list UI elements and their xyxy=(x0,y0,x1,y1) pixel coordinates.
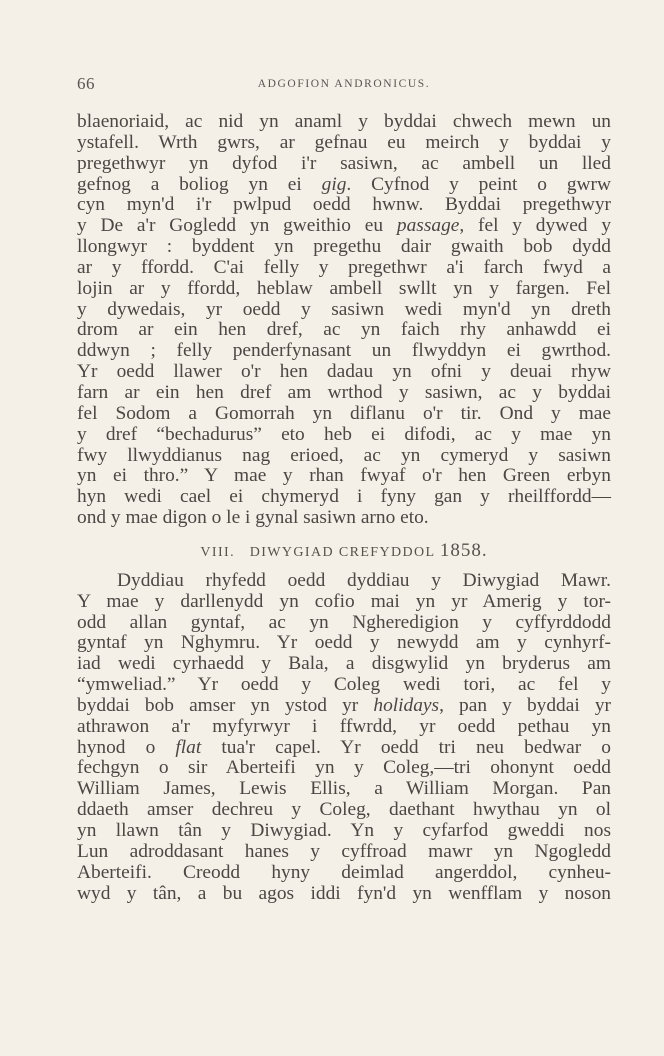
text-line: William James, Lewis Ellis, a William Morgan. Pan xyxy=(77,778,611,800)
text-line: gyntaf yn Nghymru. Yr oedd y newydd am y cynhyrf- xyxy=(77,632,611,654)
text-line: byddai bob amser yn ystod yr holidays, pan y byddai yr xyxy=(77,694,611,716)
section-year: 1858. xyxy=(439,539,488,561)
text-line: Dyddiau rhyfedd oedd dyddiau y Diwygiad Mawr. xyxy=(117,569,611,591)
text-line: wyd y tân, a bu agos iddi fyn'd yn wenfflam y noson xyxy=(77,882,611,904)
italic-word: passage xyxy=(396,215,460,237)
text-line: Yr oedd llawer o'r hen dadau yn ofni y deuai rhyw xyxy=(77,361,611,383)
italic-word: flat xyxy=(175,736,202,758)
text-line: athrawon a'r myfyrwyr i ffwrdd, yr oedd pethau yn xyxy=(77,715,611,737)
italic-word: gig xyxy=(321,173,347,195)
paragraph-2 xyxy=(77,571,611,905)
text-line: y De a'r Gogledd yn gweithio eu passage, fel y dywed y xyxy=(77,215,612,237)
paragraph-1 xyxy=(77,112,611,529)
text-line: yn ei thro.” Y mae y rhan fwyaf o'r hen Green erbyn xyxy=(77,465,611,487)
text-line: ddwyn ; felly penderfynasant un flwyddyn ei gwrthod. xyxy=(77,340,611,362)
body-text xyxy=(77,112,611,904)
text-line: pregethwyr yn dyfod i'r sasiwn, ac ambell un lled xyxy=(77,152,611,174)
text-line: blaenoriaid, ac nid yn anaml y byddai chwech mewn un xyxy=(77,111,611,132)
text-line: ond y mae digon o le i gynal sasiwn arno eto. xyxy=(77,507,429,529)
text-line: fechgyn o sir Aberteifi yn y Coleg,—tri ohonynt oedd xyxy=(77,757,611,779)
text-line: hynod o flat tua'r capel. Yr oedd tri neu bedwar o xyxy=(77,736,611,758)
section-heading xyxy=(77,533,611,569)
text-line: ddaeth amser dechreu y Coleg, daethant hwythau yn ol xyxy=(77,799,611,821)
page-number: 66 xyxy=(77,74,95,93)
text-line: drom ar ein hen dref, ac yn faich rhy anhawdd ei xyxy=(77,319,611,341)
text-line: fwy llwyddianus nag erioed, ac yn cymeryd y sasiwn xyxy=(77,444,611,466)
running-title: ADGOFION ANDRONICUS. xyxy=(257,78,431,90)
section-number: VIII. xyxy=(200,544,235,560)
text-line: odd allan gyntaf, ac yn Ngheredigion y cyffyrddodd xyxy=(77,611,611,633)
text-line: y dref “bechadurus” eto heb ei difodi, ac y mae yn xyxy=(77,423,611,445)
text-line: Y mae y darllenydd yn cofio mai yn yr Amerig y tor- xyxy=(77,590,611,612)
text-line: y dywedais, yr oedd y sasiwn wedi myn'd yn dreth xyxy=(77,298,611,320)
section-title: DIWYGIAD CREFYDDOL xyxy=(249,544,435,560)
text-line: farn ar ein hen dref am wrthod y sasiwn, ac y byddai xyxy=(77,381,611,403)
text-line: Aberteifi. Creodd hyny deimlad angerddol, cynheu- xyxy=(77,861,611,883)
text-line: cyn myn'd i'r pwlpud oedd hwnw. Byddai pregethwyr xyxy=(77,194,611,216)
italic-word: holidays xyxy=(373,694,440,716)
text-line: fel Sodom a Gomorrah yn diflanu o'r tir. Ond y mae xyxy=(77,402,611,424)
text-line: ar y ffordd. C'ai felly y pregethwr a'i farch fwyd a xyxy=(77,256,611,278)
text-line: lojin ar y ffordd, heblaw ambell swllt yn y fargen. Fel xyxy=(77,277,611,299)
text-line: ystafell. Wrth gwrs, ar gefnau eu meirch y byddai y xyxy=(77,131,611,153)
text-line: “ymweliad.” Yr oedd y Coleg wedi tori, ac fel y xyxy=(77,674,611,696)
text-line: hyn wedi cael ei chymeryd i fyny gan y rheilffordd— xyxy=(77,486,611,508)
text-line: gefnog a boliog yn ei gig. Cyfnod y peint o gwrw xyxy=(77,173,611,195)
text-line: Lun adroddasant hanes y cyffroad mawr yn Ngogledd xyxy=(77,840,611,862)
text-line: iad wedi cyrhaedd y Bala, a disgwylid yn bryderus am xyxy=(77,653,611,675)
text-line: llongwyr : byddent yn pregethu dair gwaith bob dydd xyxy=(77,236,611,258)
running-head xyxy=(77,74,611,98)
text-line: yn llawn tân y Diwygiad. Yn y cyfarfod gweddi nos xyxy=(77,820,611,841)
